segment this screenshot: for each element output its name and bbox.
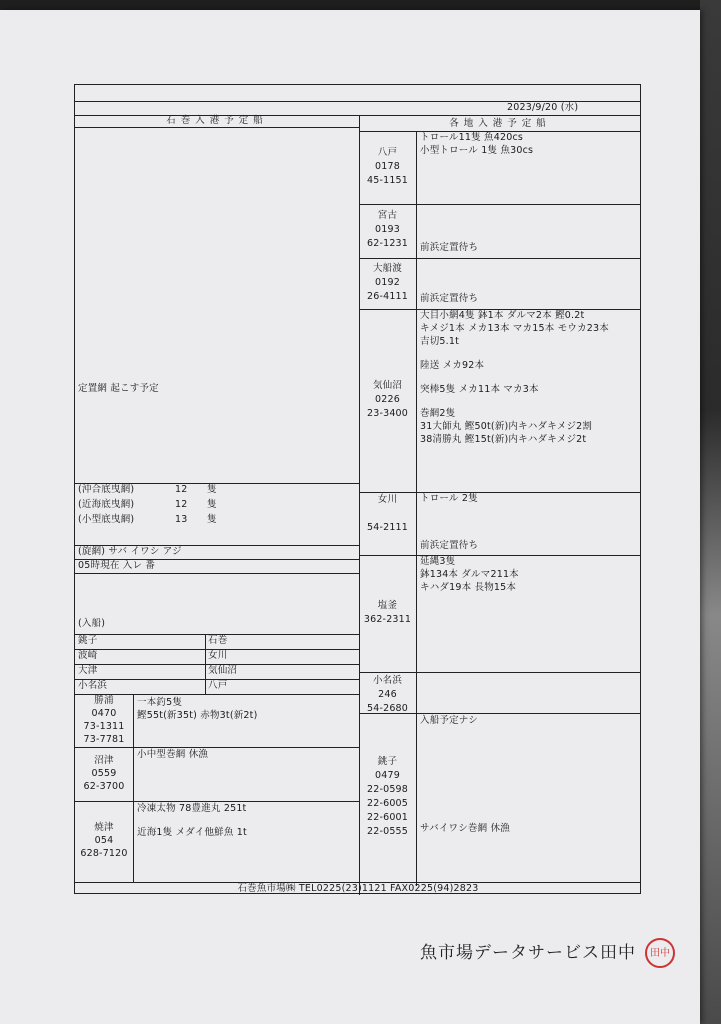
rule [75, 573, 359, 574]
port-name: 八戸 [377, 146, 398, 158]
entry-port-right: 八戸 [208, 680, 228, 691]
port-phone: 22-6001 [366, 811, 409, 823]
block-line: 鰹55t(新35t) 赤物3t(新2t) [137, 710, 258, 721]
rule [359, 672, 641, 673]
block-line: 38清勝丸 鰹15t(新)内キハダキメジ2t [420, 434, 587, 445]
port-phone: 0192 [375, 276, 400, 288]
teichi-note: 定置網 起こす予定 [78, 383, 159, 394]
right-title: 各地入港予定船 [449, 118, 551, 129]
entry-port-left: 小名浜 [78, 680, 108, 691]
port-name: 塩釜 [377, 599, 398, 611]
port-phone: 246 [378, 689, 397, 700]
entry-label: (入船) [78, 618, 106, 629]
signature: 魚市場データサービス田中 [420, 943, 636, 963]
block-line: 突棒5隻 メカ11本 マカ3本 [420, 384, 539, 395]
port-phone: 054 [94, 835, 114, 846]
rule [359, 204, 641, 205]
port-phone: 628-7120 [80, 848, 128, 859]
port-phone: 22-6005 [366, 797, 409, 809]
block-line: 入船予定ナシ [420, 715, 479, 726]
port-name: 銚子 [377, 755, 398, 767]
trawl-name: (小型底曳網) [78, 514, 135, 525]
block-line: 冷凍太物 78豊進丸 251t [137, 803, 247, 814]
trawl-count: 13 [175, 514, 188, 525]
rule [205, 634, 206, 695]
trawl-unit: 隻 [207, 499, 217, 510]
entry-port-right: 石巻 [208, 635, 228, 646]
block-line: 巻網2隻 [420, 408, 456, 419]
port-phone: 26-4111 [366, 290, 409, 302]
entry-port-left: 銚子 [78, 635, 98, 646]
port-name: 宮古 [377, 210, 398, 221]
date: 2023/9/20 (水) [507, 102, 579, 113]
rule [359, 555, 641, 556]
block-line: 31大師丸 鰹50t(新)内キハダキメジ2割 [420, 421, 593, 432]
port-phone: 23-3400 [366, 407, 409, 419]
port-phone: 0479 [375, 769, 400, 781]
block-line: トロール11隻 魚420cs [420, 132, 524, 143]
rule [359, 713, 641, 714]
block-line: トロール 2隻 [420, 493, 478, 504]
left-title: 石巻入港予定船 [166, 115, 268, 126]
block-line: 近海1隻 メダイ他鮮魚 1t [137, 827, 247, 838]
block-line: 前浜定置待ち [420, 293, 479, 304]
port-phone: 0559 [91, 767, 117, 779]
purse-seine: (旋網) サバ イワシ アジ [78, 546, 182, 557]
port-name: 気仙沼 [372, 379, 403, 391]
port-name: 大船渡 [372, 262, 403, 274]
port-name: 小名浜 [372, 675, 403, 686]
block-line: 延縄3隻 [420, 556, 456, 567]
block-line: 陸送 メカ92本 [420, 360, 485, 371]
block-line: 小中型巻網 休漁 [137, 749, 209, 760]
trawl-name: (近海底曳網) [78, 499, 135, 510]
port-phone: 62-1231 [366, 238, 409, 249]
entry-port-left: 波崎 [78, 650, 98, 661]
port-phone: 0178 [375, 160, 400, 172]
port-phone: 0193 [375, 224, 400, 235]
block-line: 吉切5.1t [420, 336, 460, 347]
block-line: キハダ19本 長物15本 [420, 582, 517, 593]
block-line: 一本釣5隻 [137, 697, 183, 708]
port-phone: 22-0555 [366, 825, 409, 837]
port-name: 沼津 [94, 754, 114, 766]
port-phone: 0226 [375, 393, 400, 405]
stamp-text: 田中 [650, 948, 670, 959]
rule [359, 492, 641, 493]
block-line: 前浜定置待ち [420, 242, 479, 253]
left-port-divider [133, 695, 134, 882]
trawl-unit: 隻 [207, 514, 217, 525]
block-line: 前浜定置待ち [420, 540, 479, 551]
port-name: 勝浦 [94, 695, 114, 706]
rule [359, 258, 641, 259]
rule [75, 127, 359, 128]
port-name: 女川 [377, 494, 398, 505]
port-phone: 22-0598 [366, 783, 409, 795]
entry-port-right: 気仙沼 [208, 665, 238, 676]
block-line: 鉢134本 ダルマ211本 [420, 569, 519, 580]
port-phone: 45-1151 [366, 174, 409, 186]
trawl-unit: 隻 [207, 484, 217, 495]
trawl-name: (沖合底曳網) [78, 484, 135, 495]
port-phone: 62-3700 [83, 780, 125, 792]
trawl-count: 12 [175, 499, 188, 510]
rule [75, 747, 359, 748]
entry-port-right: 女川 [208, 650, 228, 661]
port-phone: 54-2680 [366, 703, 409, 714]
seal-stamp [645, 938, 675, 968]
block-line: 大目小網4隻 鉢1本 ダルマ2本 鰹0.2t [420, 310, 585, 321]
port-phone: 0470 [91, 708, 117, 719]
rule [75, 801, 359, 802]
footer: 石巻魚市場㈱ TEL0225(23)1121 FAX0225(94)2823 [237, 883, 479, 894]
right-port-divider [416, 131, 417, 886]
port-phone: 73-7781 [83, 734, 125, 745]
trawl-count: 12 [175, 484, 188, 495]
block-line: サバイワシ巻網 休漁 [420, 823, 510, 834]
fax-document [74, 84, 641, 894]
port-name: 焼津 [94, 822, 114, 833]
port-phone: 362-2311 [363, 613, 412, 625]
block-line: キメジ1本 メカ13本 マカ15本 モウカ23本 [420, 323, 609, 334]
block-line: 小型トロール 1隻 魚30cs [420, 145, 534, 156]
port-phone: 73-1311 [83, 721, 125, 732]
background-side [700, 0, 721, 1024]
port-phone: 54-2111 [366, 522, 409, 533]
status-line: 05時現在 入レ 番 [78, 560, 156, 571]
entry-port-left: 大津 [78, 665, 98, 676]
